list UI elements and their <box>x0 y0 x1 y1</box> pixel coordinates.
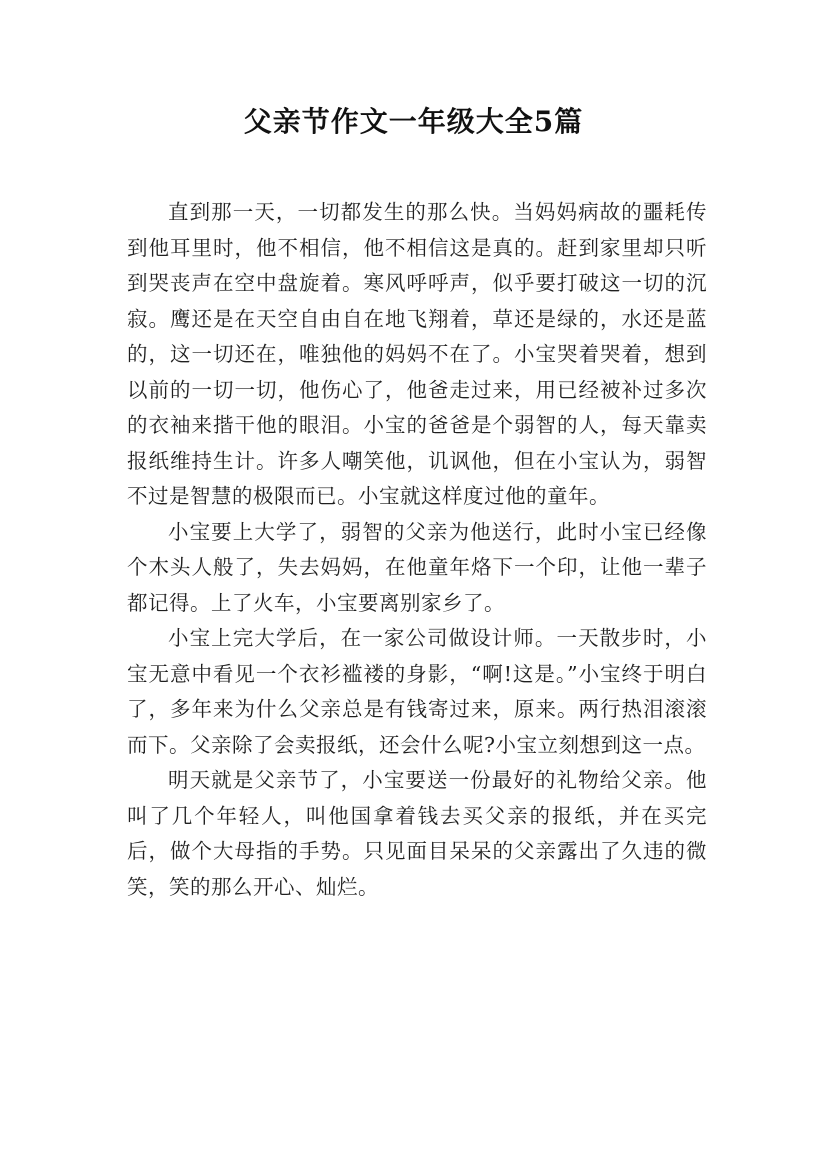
paragraph-3: 小宝上完大学后，在一家公司做设计师。一天散步时，小宝无意中看见一个衣衫褴褛的身影，“啊!这是。”小宝终于明白了，多年来为什么父亲总是有钱寄过来，原来。两行热泪滚滚而下。父亲除了会卖报纸，还会什么呢?小宝立刻想到这一点。 <box>127 626 707 757</box>
paragraph-1: 直到那一天，一切都发生的那么快。当妈妈病故的噩耗传到他耳里时，他不相信，他不相信这是真的。赶到家里却只听到哭丧声在空中盘旋着。寒风呼呼声，似乎要打破这一切的沉寂。鹰还是在天空自由自在地飞翔着，草还是绿的，水还是蓝的，这一切还在，唯独他的妈妈不在了。小宝哭着哭着，想到以前的一切一切，他伤心了，他爸走过来，用已经被补过多次的衣袖来揩干他的眼泪。小宝的爸爸是个弱智的人，每天靠卖报纸维持生计。许多人嘲笑他，讥讽他，但在小宝认为，弱智不过是智慧的极限而已。小宝就这样度过他的童年。 <box>127 200 707 508</box>
document-body <box>127 195 707 905</box>
document-title: 父亲节作文一年级大全5篇 <box>243 105 584 138</box>
paragraph-4: 明天就是父亲节了，小宝要送一份最好的礼物给父亲。他叫了几个年轻人，叫他国拿着钱去买父亲的报纸，并在买完后，做个大母指的手势。只见面目呆呆的父亲露出了久违的微笑，笑的那么开心、灿烂。 <box>127 768 707 899</box>
paragraph-2: 小宝要上大学了，弱智的父亲为他送行，此时小宝已经像个木头人般了，失去妈妈，在他童年烙下一个印，让他一辈子都记得。上了火车，小宝要离别家乡了。 <box>127 519 707 615</box>
